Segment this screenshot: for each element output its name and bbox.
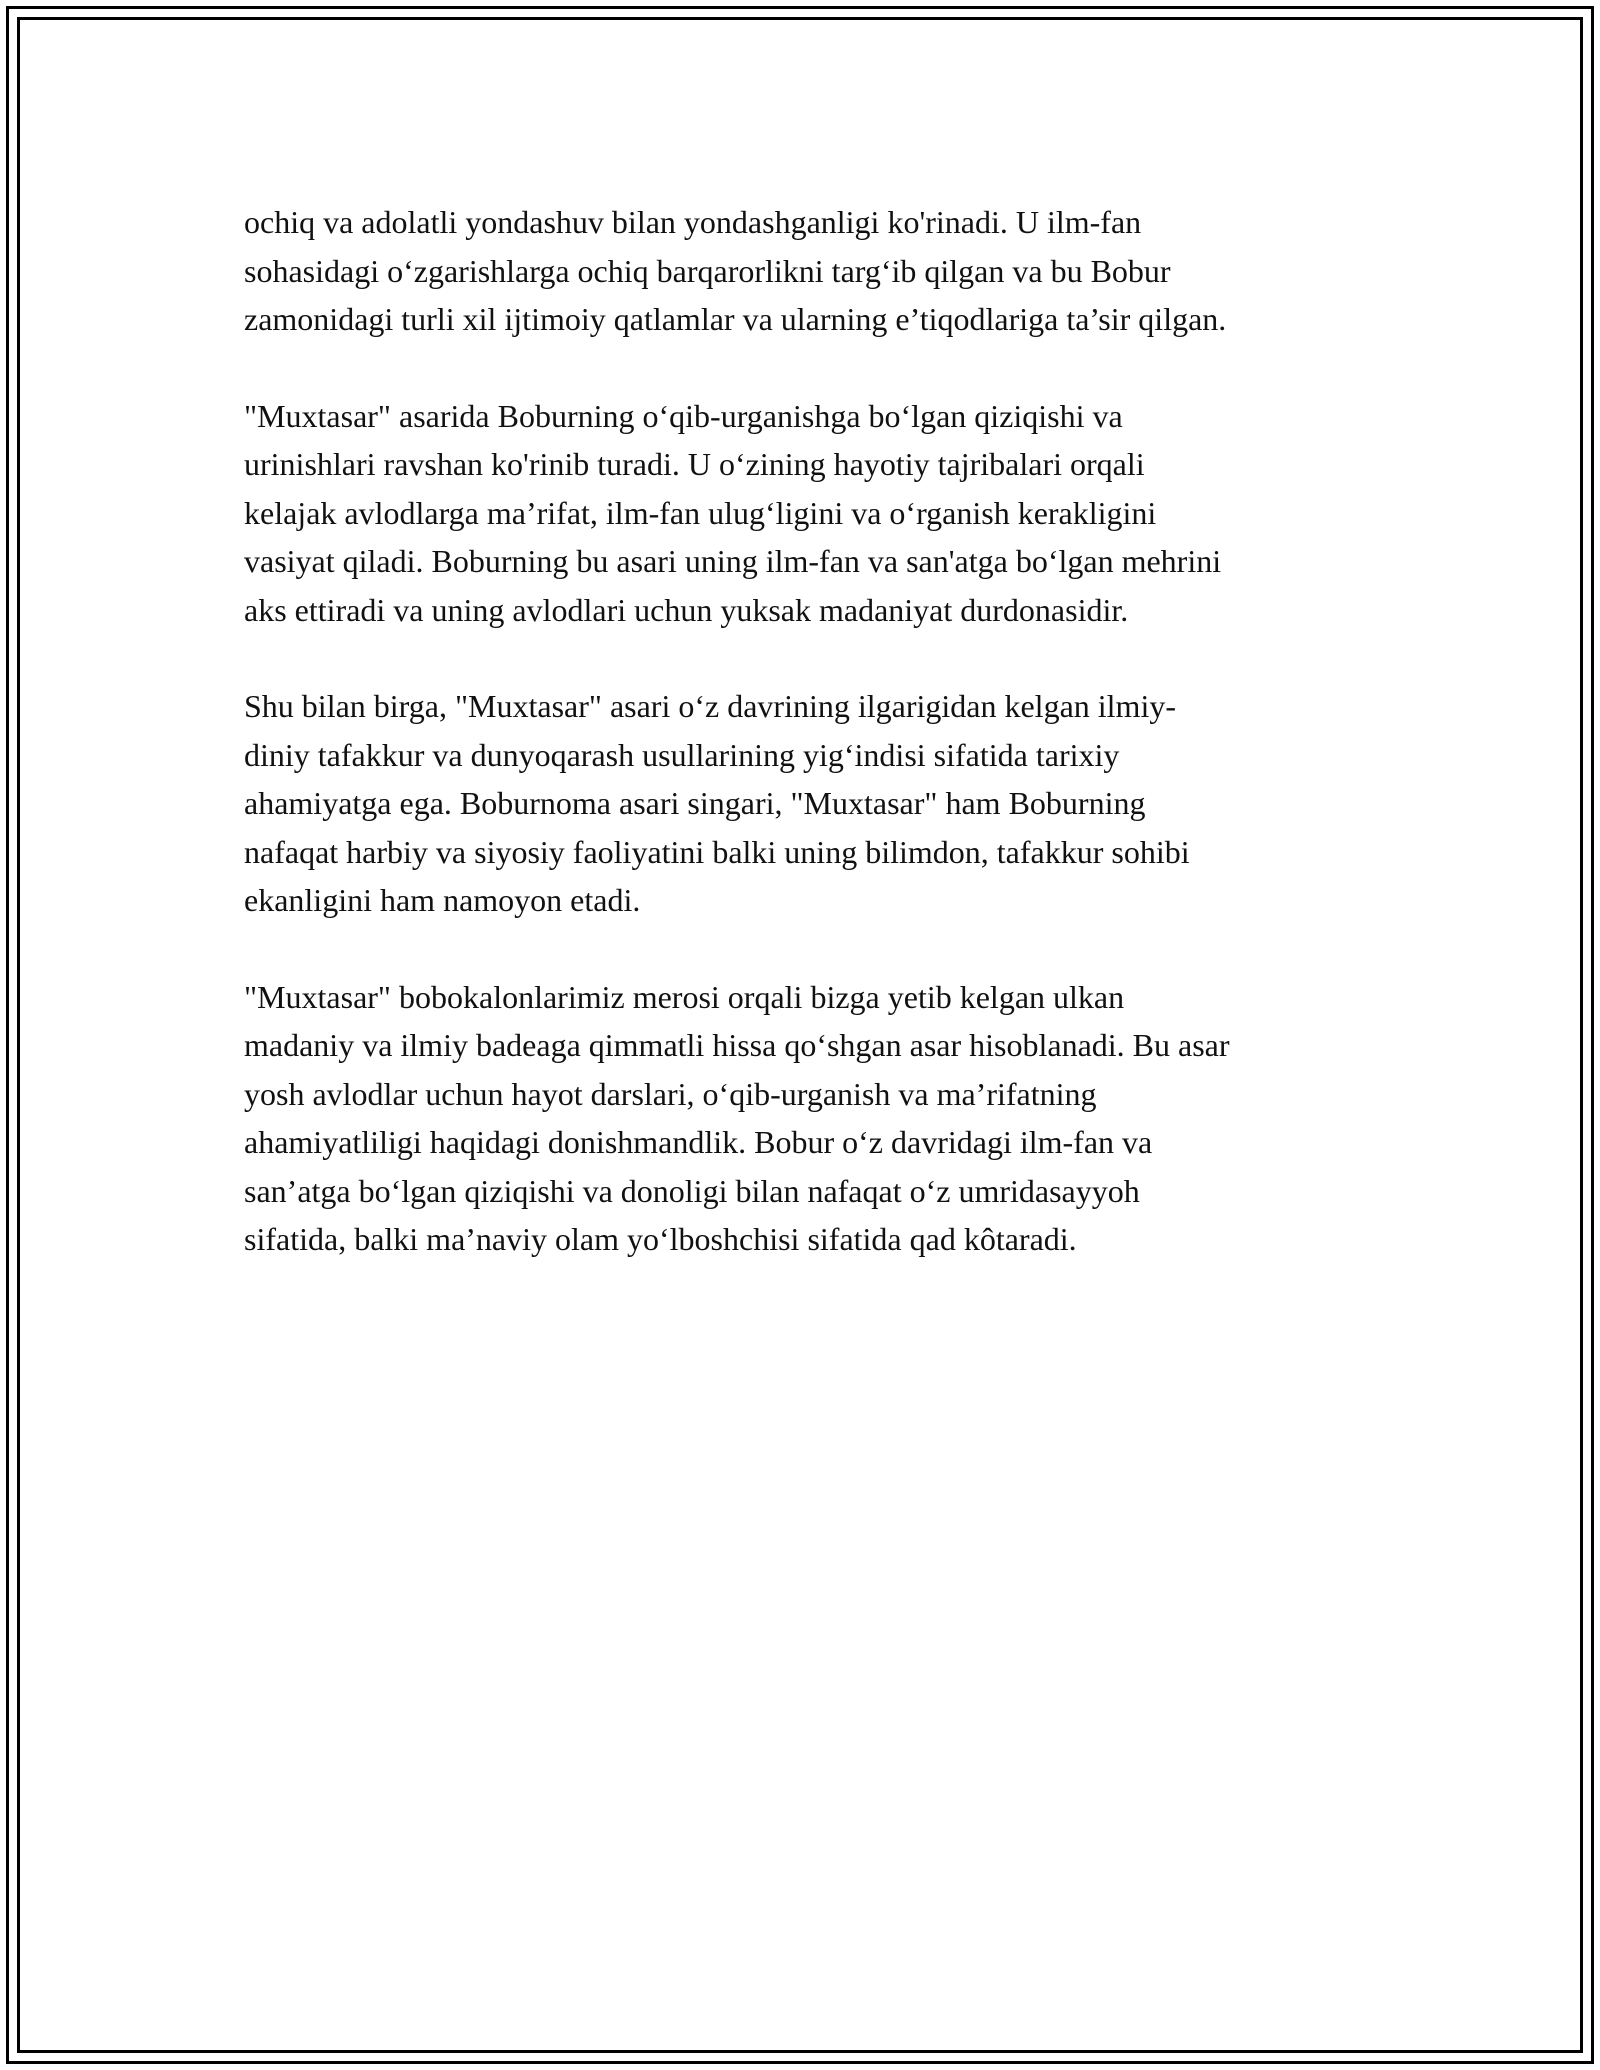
text-line: sohasidagi o‘zgarishlarga ochiq barqarorlikni targ‘ib qilgan va bu Bobur (244, 252, 1171, 289)
text-line: ahamiyatga ega. Boburnoma asari singari, "Muxtasar" ham Boburning (244, 785, 1146, 821)
text-line: ochiq va adolatli yondashuv bilan yondashganligi ko'rinadi. U ilm-fan (244, 204, 1142, 240)
paragraph-2 (244, 392, 1399, 635)
text-line: Shu bilan birga, "Muxtasar" asari o‘z davrining ilgarigidan kelgan ilmiy- (244, 688, 1176, 724)
paragraph-4 (244, 973, 1399, 1264)
paragraph-1 (244, 198, 1399, 344)
text-line: nafaqat harbiy va siyosiy faoliyatini balki uning bilimdon, tafakkur sohibi (244, 833, 1190, 870)
text-line: zamonidagi turli xil ijtimoiy qatlamlar va ularning e’tiqodlariga ta’sir qilgan. (244, 301, 1227, 337)
text-line: aks ettiradi va uning avlodlari uchun yuksak madaniyat durdonasidir. (244, 591, 1129, 628)
text-line: ekanligini ham namoyon etadi. (244, 882, 641, 918)
paragraph-3 (244, 682, 1399, 925)
text-line: san’atga bo‘lgan qiziqishi va donoligi bilan nafaqat o‘z umridasayyoh (244, 1172, 1140, 1209)
text-line: "Muxtasar" asarida Boburning o‘qib-urganishga bo‘lgan qiziqishi va (244, 397, 1123, 434)
text-line: ahamiyatliligi haqidagi donishmandlik. Bobur o‘z davridagi ilm-fan va (244, 1124, 1153, 1160)
text-line: yosh avlodlar uchun hayot darslari, o‘qib-urganish va ma’rifatning (244, 1075, 1097, 1112)
text-line: diniy tafakkur va dunyoqarash usullarining yig‘indisi sifatida tarixiy (244, 736, 1120, 773)
text-line: vasiyat qiladi. Boburning bu asari uning ilm-fan va san'atga bo‘lgan mehrini (244, 543, 1222, 579)
document-body (244, 198, 1399, 1312)
text-line: "Muxtasar" bobokalonlarimiz merosi orqali bizga yetib kelgan ulkan (244, 978, 1125, 1015)
page-frame (6, 6, 1594, 2064)
text-line: sifatida, balki ma’naviy olam yo‘lboshchisi sifatida qad kôtaradi. (244, 1221, 1077, 1257)
text-line: urinishlari ravshan ko'rinib turadi. U o‘zining hayotiy tajribalari orqali (244, 446, 1145, 482)
text-line: kelajak avlodlarga ma’rifat, ilm-fan ulug‘ligini va o‘rganish kerakligini (244, 494, 1157, 531)
text-line: madaniy va ilmiy badeaga qimmatli hissa qo‘shgan asar hisoblanadi. Bu asar (244, 1027, 1230, 1063)
